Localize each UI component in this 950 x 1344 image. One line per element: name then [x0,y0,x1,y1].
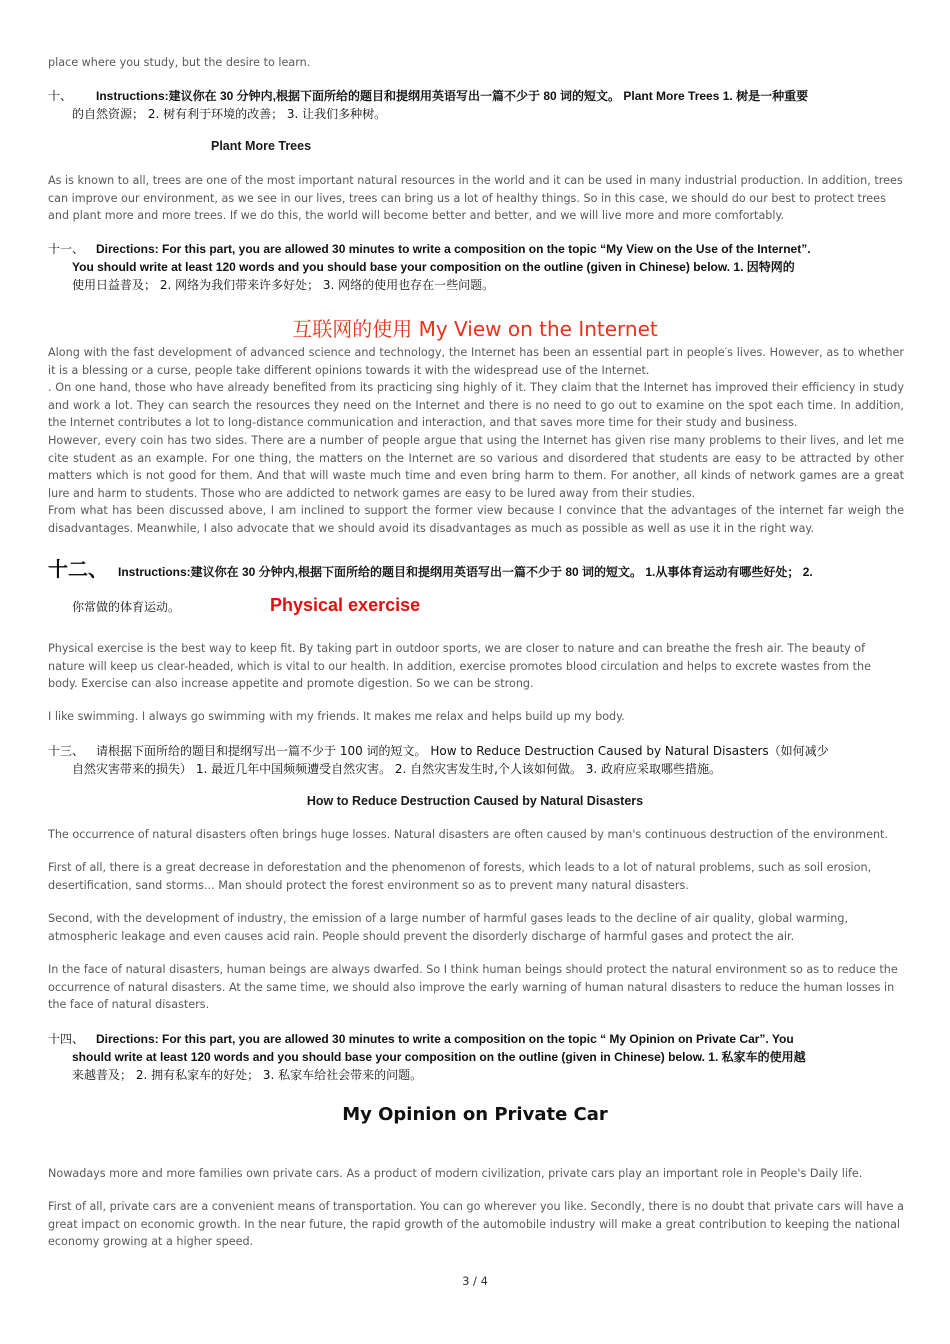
question-14-line2 [48,1048,904,1066]
essay-14-paragraph-1: Nowadays more and more families own private cars. As a product of modern civilization, private cars play an important role in People's Daily life. [48,1167,863,1180]
essay-11-paragraph-1: Along with the fast development of advanced science and technology, the Internet has been an essential part in people′s lives. However, as to whether it is a blessing or a curse, people take different opinions towards it with the widespread use of the Internet. [48,346,904,377]
essay-14-title: My Opinion on Private Car [342,1104,608,1125]
intro-line: place where you study, but the desire to learn. [48,56,311,69]
essay-10-title: Plant More Trees [211,139,312,153]
essay-11-paragraph-2: . On one hand, those who have already benefited from its practicing sing highly of it. They claim that the Internet has improved their efficiency in study and work a lot. They can search the resources they need on the Internet and there is no need to go out to examine on the spot each time. In addition, the Internet contributes a lot to long-distance communication and interaction, and that saves more time for their study and business. [48,381,904,429]
question-13-line2: 自然灾害带来的损失） 1. 最近几年中国频频遭受自然灾害。 2. 自然灾害发生时,个人该如何做。 3. 政府应采取哪些措施。 [72,762,722,776]
question-12-prompt-line1: Instructions:建议你在 30 分钟内,根据下面所给的题目和提纲用英语写出一篇不少于 80 词的短文。 1.从事体育运动有哪些好处； 2. [118,565,813,579]
essay-13-paragraph-2: First of all, there is a great decrease in deforestation and the phenomenon of forests, which leads to a lot of natural problems, such as soil erosion, desertification, sand storms... Man should protect the forest environment so as to prevent many natural disasters. [48,861,872,892]
question-11-line1 [48,240,904,258]
question-11 [48,240,904,294]
question-12-line1 [48,557,904,581]
question-14-line3: 来越普及； 2. 拥有私家车的好处； 3. 私家车给社会带来的问题。 [72,1068,423,1082]
question-13-number: 十三、 [48,744,85,758]
question-12-prompt-line2: 你常做的体育运动。 [72,600,181,614]
question-12 [48,557,904,581]
question-11-line2 [48,258,904,276]
question-13-line1 [48,742,904,760]
question-14 [48,1030,904,1084]
essay-14-paragraph-2: First of all, private cars are a convenient means of transportation. You can go wherever you like. Secondly, there is no doubt that private cars will have a great impact on economic growth. In the near future, the rapid growth of the automobile industry will make a great contribution to keeping the national economy growing at a higher speed. [48,1200,904,1248]
page-number: 3 / 4 [462,1274,488,1288]
essay-13-paragraph-4: In the face of natural disasters, human beings are always dwarfed. So I think human beings should protect the natural environment so as to reduce the occurrence of natural disasters. At the same time, we should also improve the early warning of human natural disasters to reduce the human losses in the face of natural disasters. [48,963,898,1011]
question-12-number: 十二、 [48,557,108,581]
essay-11-title: 互联网的使用 My View on the Internet [292,317,658,341]
question-14-prompt-line1: Directions: For this part, you are allowed 30 minutes to write a composition on the topic “ My Opinion on Private Car”. You [96,1032,794,1046]
question-13 [48,742,904,778]
question-10-prompt-line1: Instructions:建议你在 30 分钟内,根据下面所给的题目和提纲用英语写出一篇不少于 80 词的短文。 Plant More Trees 1. 树是一种重要 [96,89,809,103]
question-11-line3: 使用日益普及； 2. 网络为我们带来许多好处； 3. 网络的使用也存在一些问题。 [72,278,495,292]
question-14-line1 [48,1030,904,1048]
essay-12-paragraph-1: Physical exercise is the best way to keep fit. By taking part in outdoor sports, we are closer to nature and can breathe the fresh air. The beauty of nature will keep us clear-headed, which is vital to our health. In addition, exercise promotes blood circulation and helps to excrete wastes from the body. Exercise can also increase appetite and promote digestion. So we can be strong. [48,642,872,690]
question-14-prompt-line2: should write at least 120 words and you should base your composition on the outline (given in Chinese) below. 1. 私家车的使用越 [72,1050,806,1064]
question-11-number: 十一、 [48,242,85,256]
essay-13-paragraph-3: Second, with the development of industry, the emission of a large number of harmful gases leads to the decline of air quality, global warming, atmospheric leakage and even causes acid rain. People should prevent the disorderly discharge of harmful gases and protect the air. [48,912,848,943]
essay-10-paragraph: As is known to all, trees are one of the most important natural resources in the world and it can be used in many industrial production. In addition, trees can improve our environment, as we see in our lives, trees can bring us a lot of healthy things. So in this case, we should do our best to protect trees and plant more and more trees. If we do this, the world will become better and better, and we will live more and more comfortably. [48,174,903,222]
essay-12-paragraph-2: I like swimming. I always go swimming with my friends. It makes me relax and helps build up my body. [48,710,625,723]
question-10-line1 [48,87,904,105]
question-12-line2 [48,598,248,616]
essay-11-paragraph-4: From what has been discussed above, I am inclined to support the former view because I convince that the advantages of the internet far weigh the disadvantages. Meanwhile, I also advocate that we should avoid its disadvantages as much as possible as well as use it in the right way. [48,504,904,535]
question-11-prompt-line2: You should write at least 120 words and you should base your composition on the outline (given in Chinese) below. 1. 因特网的 [72,260,795,274]
question-10-number: 十、 [48,89,73,103]
essay-13-title: How to Reduce Destruction Caused by Natural Disasters [306,794,644,808]
question-13-prompt-line1: 请根据下面所给的题目和提纲写出一篇不少于 100 词的短文。 How to Reduce Destruction Caused by Natural Disasters（如何减少 [96,744,829,758]
essay-12-title: Physical exercise [270,595,421,615]
question-11-prompt-line1: Directions: For this part, you are allowed 30 minutes to write a composition on the topic “My View on the Use of the Internet”. [96,242,811,256]
essay-13-paragraph-1: The occurrence of natural disasters often brings huge losses. Natural disasters are often caused by man's continuous destruction of the environment. [48,828,888,841]
essay-11-paragraph-3: However, every coin has two sides. There are a number of people argue that using the Internet has given rise many problems to their lives, and let me cite student as an example. For one thing, the matters on the Internet are so various and disordered that students are easy to be attracted by other matters which is not good for them. And that will waste much time and even bring harm to them. For another, all kinds of network games are a great lure and harm to students. Those who are addicted to network games are easy to be lured away from their studies. [48,434,904,500]
question-14-number: 十四、 [48,1032,85,1046]
question-10-line2: 的自然资源； 2. 树有利于环境的改善； 3. 让我们多种树。 [72,107,387,121]
question-10 [48,87,904,123]
